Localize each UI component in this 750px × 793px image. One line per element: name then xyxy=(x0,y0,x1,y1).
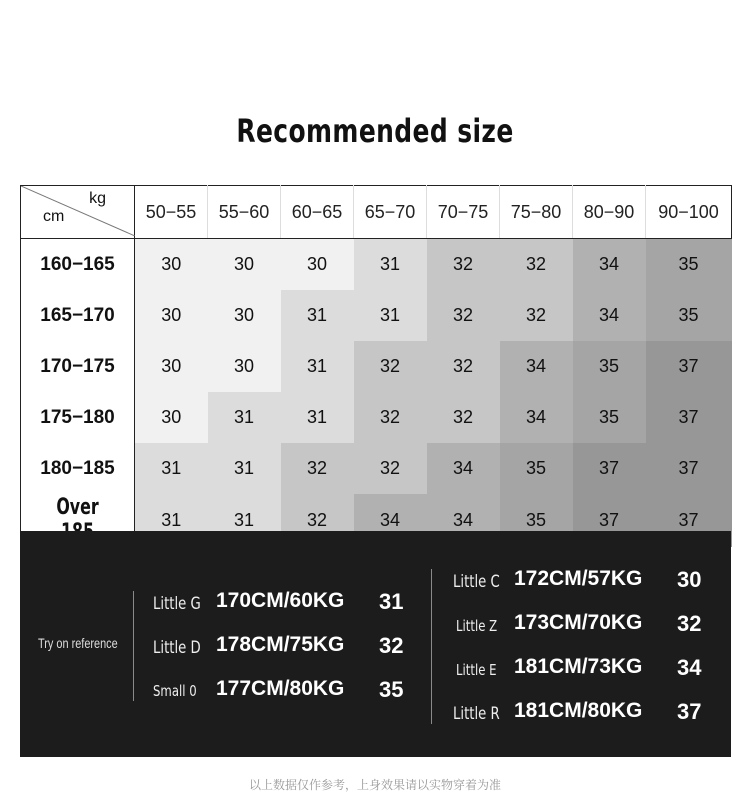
size-cell: 31 xyxy=(281,341,354,392)
weight-unit-label: kg xyxy=(89,190,106,207)
size-cell: 30 xyxy=(135,239,208,291)
size-cell: 31 xyxy=(208,392,281,443)
model-size: 32 xyxy=(379,633,404,658)
size-cell: 34 xyxy=(500,341,573,392)
table-row xyxy=(21,290,732,341)
divider-line xyxy=(431,569,432,724)
model-measurements: 177CM/80KG xyxy=(216,677,345,700)
size-cell: 35 xyxy=(646,290,732,341)
size-cell: 30 xyxy=(281,239,354,291)
size-cell: 32 xyxy=(354,443,427,494)
height-range-label: 180−185 xyxy=(21,443,135,494)
try-on-reference-label: Try on reference xyxy=(38,635,118,651)
height-unit-label: cm xyxy=(43,208,65,225)
height-range-label: 160−165 xyxy=(21,239,135,291)
size-cell: 31 xyxy=(208,494,281,547)
size-cell: 37 xyxy=(573,494,646,547)
model-measurements: 173CM/70KG xyxy=(514,611,643,634)
size-cell: 32 xyxy=(427,239,500,291)
model-measurements: 181CM/80KG xyxy=(514,699,643,722)
model-name: Little Z xyxy=(456,617,498,635)
size-cell: 37 xyxy=(646,494,732,547)
size-cell: 37 xyxy=(573,443,646,494)
model-name: Little R xyxy=(453,704,500,724)
model-name: Little G xyxy=(153,594,201,614)
model-measurements: 170CM/60KG xyxy=(216,589,345,612)
model-size: 35 xyxy=(379,677,404,702)
size-cell: 32 xyxy=(281,443,354,494)
size-cell: 32 xyxy=(500,290,573,341)
weight-range-header: 60−65 xyxy=(281,186,354,239)
size-cell: 34 xyxy=(427,494,500,547)
model-name: Small 0 xyxy=(153,682,197,700)
size-cell: 31 xyxy=(208,443,281,494)
size-cell: 32 xyxy=(281,494,354,547)
footer-note: 以上数据仅作参考，上身效果请以实物穿着为准 xyxy=(248,778,501,792)
size-cell: 32 xyxy=(354,341,427,392)
model-measurements: 178CM/75KG xyxy=(216,633,345,656)
size-cell: 34 xyxy=(500,392,573,443)
size-cell: 37 xyxy=(646,392,732,443)
weight-range-header: 90−100 xyxy=(646,186,732,239)
weight-range-header: 75−80 xyxy=(500,186,573,239)
size-table-body xyxy=(21,239,732,547)
weight-range-header: 65−70 xyxy=(354,186,427,239)
model-size: 30 xyxy=(677,567,702,592)
size-cell: 30 xyxy=(135,392,208,443)
model-name: Little D xyxy=(153,638,201,658)
size-chart-table xyxy=(20,185,732,547)
size-cell: 30 xyxy=(208,341,281,392)
table-row xyxy=(21,341,732,392)
size-cell: 35 xyxy=(573,341,646,392)
size-cell: 32 xyxy=(427,290,500,341)
size-cell: 34 xyxy=(354,494,427,547)
divider-line xyxy=(133,591,134,701)
model-measurements: 172CM/57KG xyxy=(514,567,643,590)
size-cell: 31 xyxy=(135,443,208,494)
size-cell: 30 xyxy=(208,239,281,291)
size-cell: 31 xyxy=(281,290,354,341)
size-cell: 34 xyxy=(427,443,500,494)
size-cell: 37 xyxy=(646,341,732,392)
corner-diagonal-line xyxy=(21,186,135,236)
model-size: 31 xyxy=(379,589,404,614)
size-cell: 35 xyxy=(646,239,732,291)
page-title: Recommended size xyxy=(236,112,514,150)
size-cell: 37 xyxy=(646,443,732,494)
try-on-reference-panel xyxy=(20,531,731,757)
height-range-label: 170−175 xyxy=(21,341,135,392)
size-cell: 34 xyxy=(573,290,646,341)
size-cell: 31 xyxy=(354,239,427,291)
table-row xyxy=(21,392,732,443)
model-name: Little C xyxy=(453,572,500,592)
size-cell: 30 xyxy=(208,290,281,341)
weight-header-row xyxy=(21,186,732,239)
size-cell: 31 xyxy=(135,494,208,547)
model-size: 32 xyxy=(677,611,702,636)
model-size: 34 xyxy=(677,655,702,680)
size-cell: 30 xyxy=(135,290,208,341)
size-cell: 35 xyxy=(500,494,573,547)
size-cell: 34 xyxy=(573,239,646,291)
table-row xyxy=(21,443,732,494)
size-cell: 35 xyxy=(500,443,573,494)
weight-range-header: 70−75 xyxy=(427,186,500,239)
height-range-label: 165−170 xyxy=(21,290,135,341)
model-size: 37 xyxy=(677,699,702,724)
size-cell: 31 xyxy=(354,290,427,341)
model-measurements: 181CM/73KG xyxy=(514,655,643,678)
size-cell: 35 xyxy=(573,392,646,443)
size-cell: 31 xyxy=(281,392,354,443)
weight-range-header: 50−55 xyxy=(135,186,208,239)
model-name: Little E xyxy=(456,661,497,679)
table-row xyxy=(21,239,732,291)
size-cell: 30 xyxy=(135,341,208,392)
table-corner-cell xyxy=(21,186,135,239)
height-range-label: 175−180 xyxy=(21,392,135,443)
size-cell: 32 xyxy=(500,239,573,291)
size-cell: 32 xyxy=(354,392,427,443)
height-range-text: Over xyxy=(56,495,99,520)
size-cell: 32 xyxy=(427,341,500,392)
weight-range-header: 80−90 xyxy=(573,186,646,239)
size-cell: 32 xyxy=(427,392,500,443)
weight-range-header: 55−60 xyxy=(208,186,281,239)
